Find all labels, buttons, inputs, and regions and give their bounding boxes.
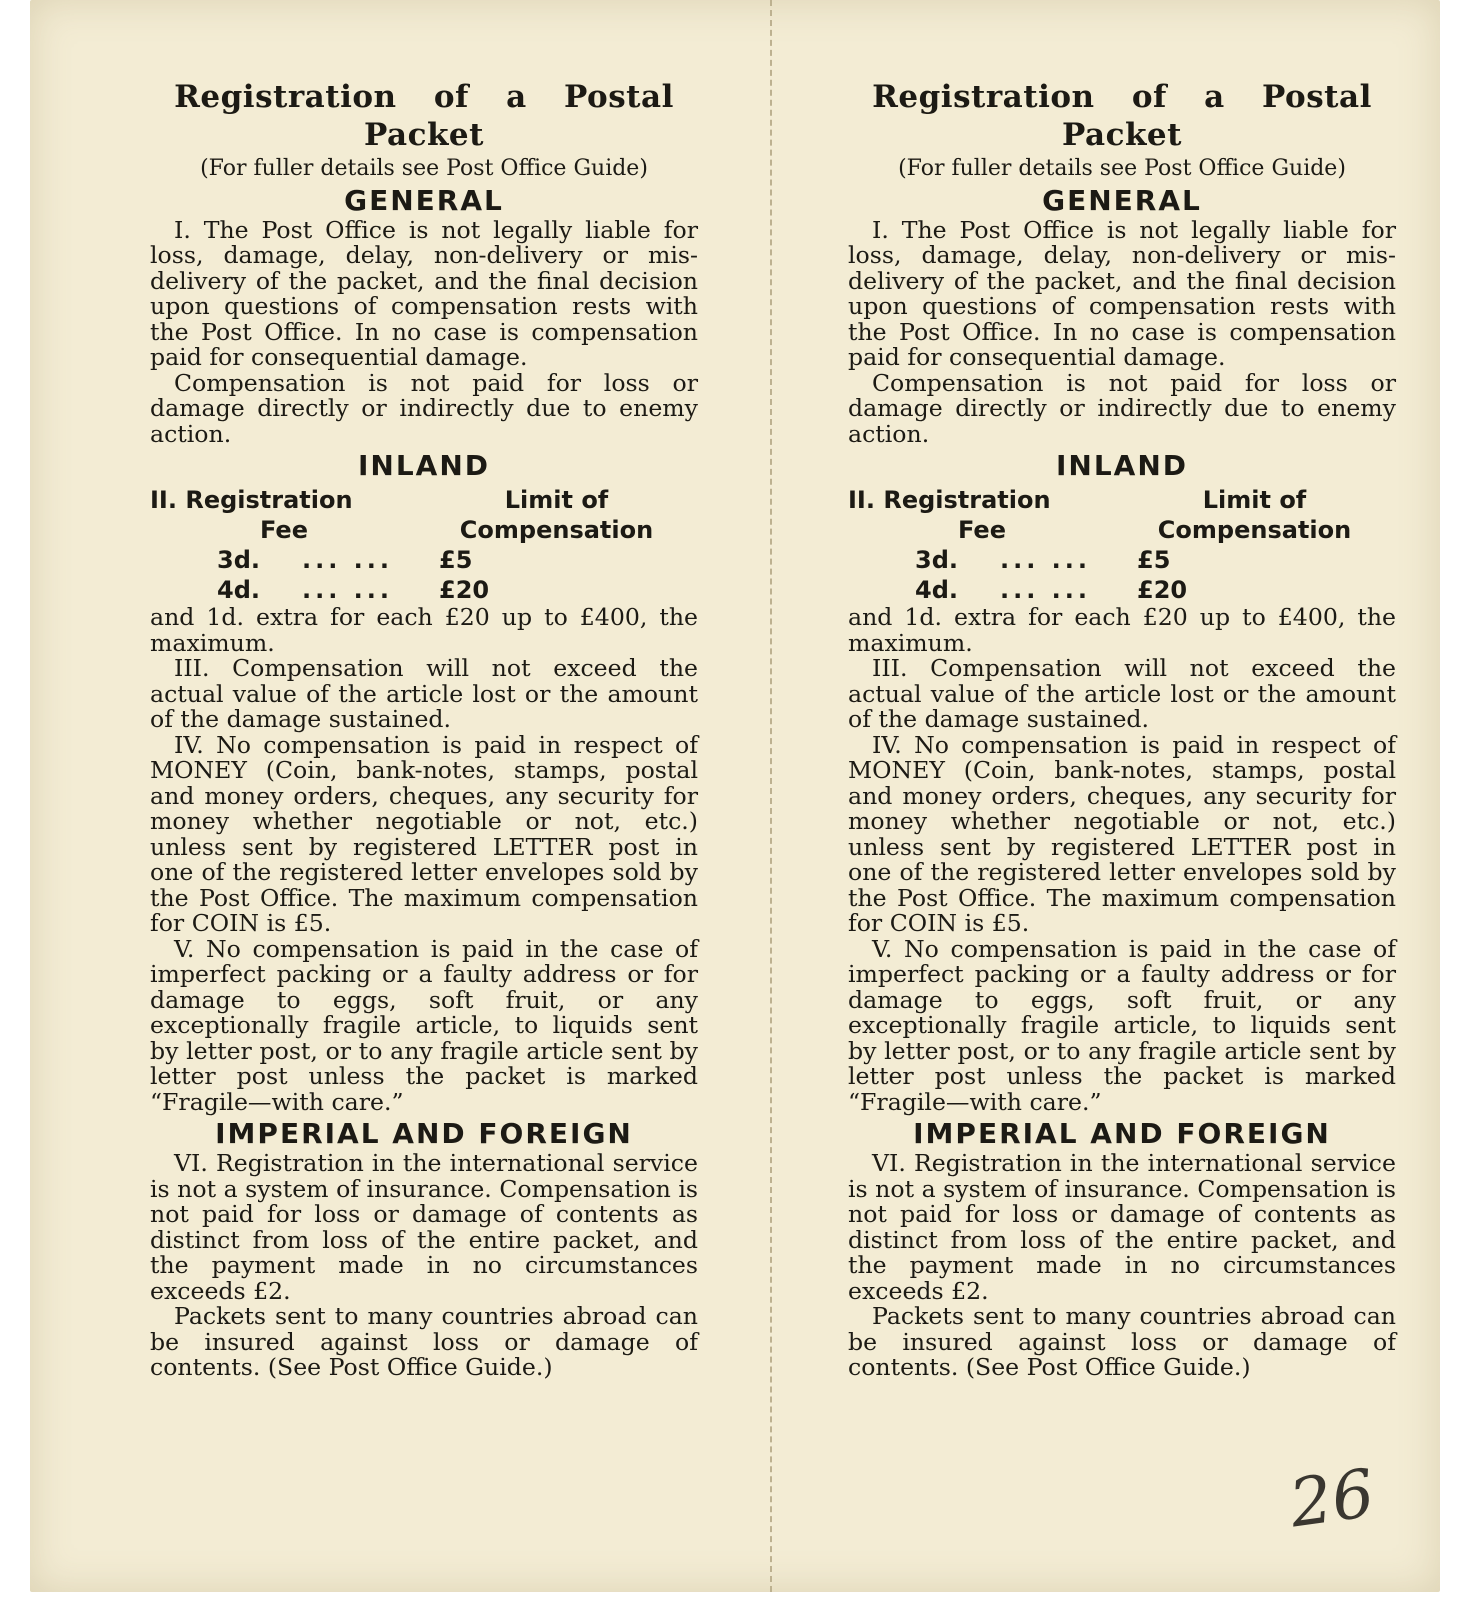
panel-title [150, 78, 698, 154]
leader-dots: ... ... [999, 576, 1092, 604]
panel-title [848, 78, 1396, 154]
fee-value: 4d. [915, 576, 958, 604]
fee-table [848, 485, 1396, 605]
fee-value: 4d. [217, 576, 260, 604]
leader-dots: ... ... [999, 546, 1092, 574]
col-limit-label: Limit of [1202, 486, 1307, 514]
fee-value: 3d. [915, 546, 958, 574]
paragraph-vi: VI. Registration in the international service is not a system of insurance. Compensation is not paid for loss or damage of contents as distinct from loss of the entire packet, and the payment made in no circumstances exceeds £2. [848, 1149, 1396, 1305]
paragraph-vi: VI. Registration in the international service is not a system of insurance. Compensation is not paid for loss or damage of contents as distinct from loss of the entire packet, and the payment made in no circumstances exceeds £2. [150, 1149, 698, 1305]
leader-dots: ... ... [301, 546, 394, 574]
handwritten-page-number: 26 [1285, 1454, 1379, 1543]
paragraph-v: V. No compensation is paid in the case of imperfect packing or a faulty address or for damage to eggs, soft fruit, or any exceptionally fragile article, to liquids sent by letter post, or to any fragile article sent by letter post unless the packet is marked “Fragile—with care.” [150, 934, 698, 1116]
general-paragraph-1: I. The Post Office is not legally liable for loss, damage, delay, non-delivery or mis-delivery of the packet, and the final decision upon questions of compensation rests with the Post Office. In no case is compensation paid for consequential damage. [848, 215, 1396, 371]
general-heading: GENERAL [1042, 183, 1202, 217]
right-panel [848, 78, 1396, 1458]
document-sheet [30, 0, 1440, 1592]
paragraph-iv: IV. No compensation is paid in respect of MONEY (Coin, bank-notes, stamps, postal and money orders, cheques, any security for money whether negotiable or not, etc.) unless sent by registered LETTER post in one of the registered letter envelopes sold by the Post Office. The maximum compensation for COIN is £5. [150, 730, 698, 937]
paragraph-insurance: Packets sent to many countries abroad can be insured against loss or damage of contents. (See Post Office Guide.) [150, 1302, 698, 1381]
limit-value: £20 [439, 576, 490, 604]
title-line-2: Packet [1062, 117, 1182, 153]
title-line-1: Registration of a Postal [872, 79, 1372, 115]
col-fee-label: Fee [958, 516, 1006, 544]
col-limit-label: Limit of [504, 486, 609, 514]
col-registration-label: II. Registration [848, 486, 1051, 514]
paragraph-insurance: Packets sent to many countries abroad can be insured against loss or damage of contents. (See Post Office Guide.) [848, 1302, 1396, 1381]
imperial-heading: IMPERIAL AND FOREIGN [215, 1117, 633, 1150]
limit-value: £5 [1137, 546, 1171, 574]
left-panel [150, 78, 698, 1458]
general-paragraph-2: Compensation is not paid for loss or damage directly or indirectly due to enemy action. [848, 368, 1396, 448]
fee-row [150, 545, 698, 575]
fee-table-header-row-2 [150, 515, 698, 545]
paragraph-iv: IV. No compensation is paid in respect of MONEY (Coin, bank-notes, stamps, postal and money orders, cheques, any security for money whether negotiable or not, etc.) unless sent by registered LETTER post in one of the registered letter envelopes sold by the Post Office. The maximum compensation for COIN is £5. [848, 730, 1396, 937]
inland-heading: INLAND [1055, 449, 1189, 482]
imperial-heading: IMPERIAL AND FOREIGN [913, 1117, 1331, 1150]
panel-subtitle: (For fuller details see Post Office Guide) [200, 156, 648, 181]
limit-value: £20 [1137, 576, 1188, 604]
col-registration-label: II. Registration [150, 486, 353, 514]
fee-row [848, 575, 1396, 605]
title-line-2: Packet [364, 117, 484, 153]
fee-table-header-row-2 [848, 515, 1396, 545]
leader-dots: ... ... [301, 576, 394, 604]
general-paragraph-2: Compensation is not paid for loss or damage directly or indirectly due to enemy action. [150, 368, 698, 448]
fee-table [150, 485, 698, 605]
panel-subtitle: (For fuller details see Post Office Guide) [898, 156, 1346, 181]
limit-value: £5 [439, 546, 473, 574]
inland-extra-text: and 1d. extra for each £20 up to £400, the maximum. [848, 603, 1396, 657]
paragraph-iii: III. Compensation will not exceed the actual value of the article lost or the amount of the damage sustained. [848, 654, 1396, 733]
paragraph-v: V. No compensation is paid in the case of imperfect packing or a faulty address or for damage to eggs, soft fruit, or any exceptionally fragile article, to liquids sent by letter post, or to any fragile article sent by letter post unless the packet is marked “Fragile—with care.” [848, 934, 1396, 1116]
fee-table-header-row-1 [848, 485, 1396, 515]
col-compensation-label: Compensation [1157, 516, 1352, 544]
paragraph-iii: III. Compensation will not exceed the actual value of the article lost or the amount of the damage sustained. [150, 654, 698, 733]
fee-table-header-row-1 [150, 485, 698, 515]
fold-line [770, 0, 772, 1592]
fee-row [848, 545, 1396, 575]
title-line-1: Registration of a Postal [174, 79, 674, 115]
col-compensation-label: Compensation [459, 516, 654, 544]
general-heading: GENERAL [344, 183, 504, 217]
inland-extra-text: and 1d. extra for each £20 up to £400, the maximum. [150, 603, 698, 657]
fee-value: 3d. [217, 546, 260, 574]
inland-heading: INLAND [357, 449, 491, 482]
col-fee-label: Fee [260, 516, 308, 544]
general-paragraph-1: I. The Post Office is not legally liable for loss, damage, delay, non-delivery or mis-delivery of the packet, and the final decision upon questions of compensation rests with the Post Office. In no case is compensation paid for consequential damage. [150, 215, 698, 371]
fee-row [150, 575, 698, 605]
